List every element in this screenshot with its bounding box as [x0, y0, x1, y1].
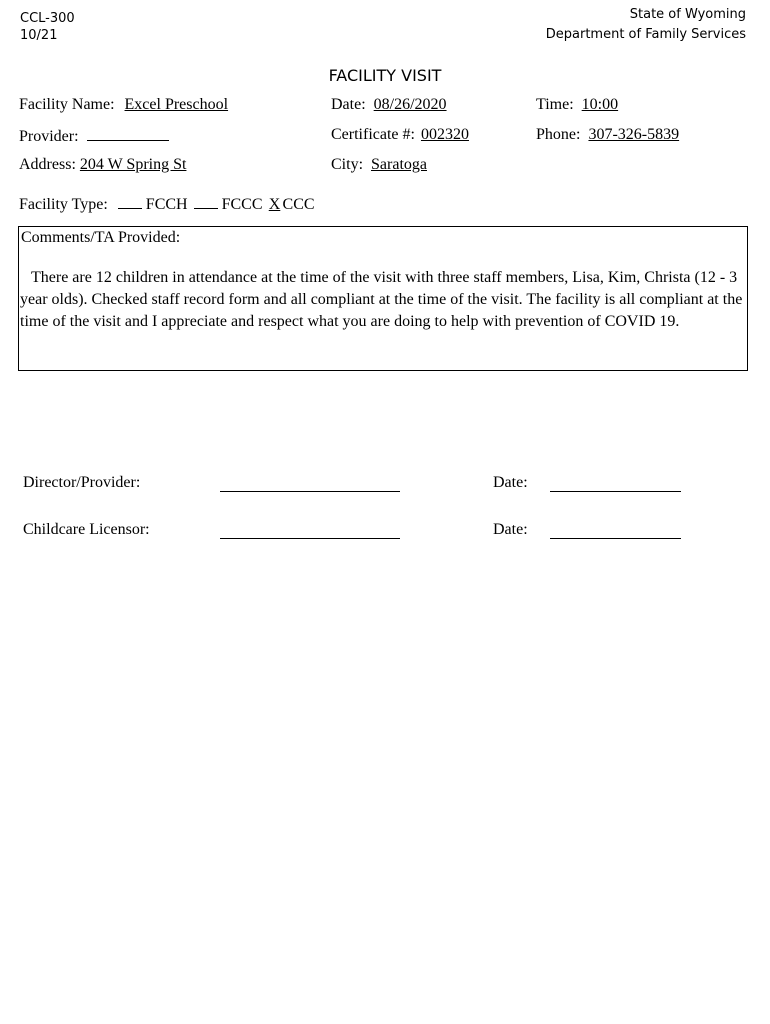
city-field	[331, 156, 427, 174]
date-field	[331, 96, 447, 114]
facility-type-mark-ccc: X	[268, 196, 281, 213]
time-value: 10:00	[581, 96, 619, 113]
time-field	[536, 96, 618, 114]
agency-department: Department of Family Services	[545, 27, 746, 42]
comments-box	[18, 226, 748, 371]
form-revision-date: 10/21	[20, 28, 58, 43]
date-value: 08/26/2020	[373, 96, 447, 113]
city-value: Saratoga	[371, 156, 427, 173]
agency-state: State of Wyoming	[629, 7, 746, 22]
address-field	[19, 156, 186, 174]
licensor-signature-line	[220, 538, 400, 539]
provider-field	[19, 126, 169, 146]
time-label: Time:	[536, 96, 574, 113]
certificate-value: 002320	[420, 126, 469, 143]
facility-type-field	[19, 196, 315, 214]
provider-value	[87, 126, 169, 141]
certificate-field	[331, 126, 469, 144]
provider-label: Provider:	[19, 128, 79, 145]
facility-type-option-ccc: CCC	[282, 196, 315, 213]
facility-type-mark-fccc	[194, 208, 218, 209]
facility-type-option-fccc: FCCC	[221, 196, 263, 213]
licensor-date-label: Date:	[493, 521, 528, 538]
director-date-line	[550, 491, 681, 492]
comments-text: There are 12 children in attendance at the time of the visit with three staff members, Lisa, Kim, Christa (12 - 3 year olds). Checked staff record form and all compliant at the time of the visit. The facility is all compliant at the time of the visit and I appreciate and respect what you are doing to help with prevention of COVID 19.	[20, 269, 743, 330]
page-title: FACILITY VISIT	[328, 66, 442, 85]
phone-field	[536, 126, 679, 144]
form-code: CCL-300	[20, 11, 75, 26]
facility-name-label: Facility Name:	[19, 96, 115, 113]
licensor-signature-label: Childcare Licensor:	[23, 521, 150, 538]
address-value: 204 W Spring St	[79, 156, 187, 173]
licensor-date-line	[550, 538, 681, 539]
facility-type-mark-fcch	[118, 208, 142, 209]
certificate-label: Certificate #:	[331, 126, 415, 143]
comments-label: Comments/TA Provided:	[21, 229, 181, 246]
city-label: City:	[331, 156, 364, 173]
facility-type-option-fcch: FCCH	[145, 196, 188, 213]
director-date-label: Date:	[493, 474, 528, 491]
form-code-block	[20, 10, 75, 44]
date-label: Date:	[331, 96, 366, 113]
director-signature-line	[220, 491, 400, 492]
agency-block	[546, 5, 746, 45]
phone-label: Phone:	[536, 126, 581, 143]
director-signature-label: Director/Provider:	[23, 474, 141, 491]
facility-type-label: Facility Type:	[19, 196, 108, 213]
phone-value: 307-326-5839	[588, 126, 680, 143]
address-label: Address:	[19, 156, 76, 173]
facility-name-field	[19, 96, 228, 114]
facility-name-value: Excel Preschool	[124, 96, 229, 113]
